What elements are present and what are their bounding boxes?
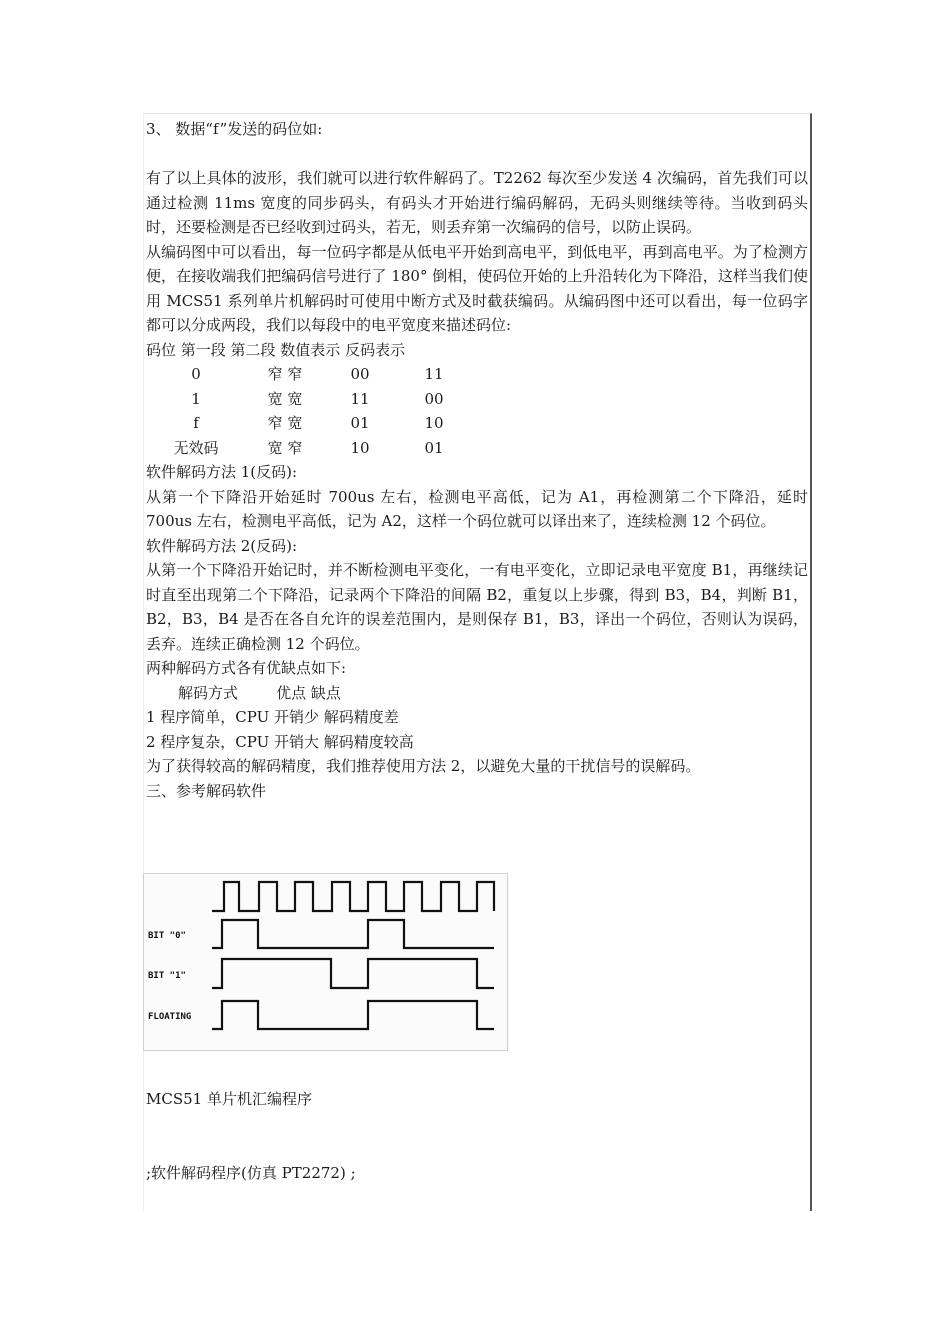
code-cell: 0 xyxy=(191,365,201,383)
segments-cell: 宽 宽 xyxy=(267,389,303,408)
recommendation: 为了获得较高的解码精度，我们推荐使用方法 2，以避免大量的干扰信号的误解码。 xyxy=(146,757,701,775)
bit1-waveform xyxy=(212,959,494,988)
segments-cell: 窄 窄 xyxy=(267,365,303,383)
method2-text: 从第一个下降沿开始记时，并不断检测电平变化，一有电平变化，立即记录电平宽度 B1，再继续记时直至出现第二个下降沿，记录两个下降沿的间隔 B2，重复以上步骤，得到 B3，B4，判断 B1，B2，B3，B4 是否在各自允许的误差范围内，是则保存 B1，B3，译出一个码位，否则认为误码，丢弃。连续正确检测 12 个码位。 xyxy=(146,561,808,653)
segments-cell: 宽 窄 xyxy=(267,438,303,457)
code-table-row xyxy=(146,362,808,387)
waveform-svg xyxy=(144,874,507,1050)
code-cell: 1 xyxy=(191,389,201,408)
value-cell: 10 xyxy=(350,438,370,457)
inverse-cell: 11 xyxy=(424,365,444,383)
inverse-cell: 01 xyxy=(424,438,444,457)
value-cell: 01 xyxy=(350,414,370,432)
program-title: MCS51 单片机汇编程序 xyxy=(146,1090,312,1108)
floating-label: FLOATING xyxy=(148,1012,192,1022)
waveform-diagram xyxy=(143,873,508,1051)
value-cell: 00 xyxy=(350,365,370,383)
paragraph-sync-header: 有了以上具体的波形，我们就可以进行软件解码了。T2262 每次至少发送 4 次编码，首先我们可以通过检测 11ms 宽度的同步码头，有码头才开始进行编码解码，无码头则继续等待。当收到码头时，还要检测是否已经收到过码头，若无，则丢弃第一次编码的信号，以防止误码。 xyxy=(146,169,808,236)
compare-header: 解码方式 优点 缺点 xyxy=(178,683,341,702)
code-comment: ;软件解码程序(仿真 PT2272) ; xyxy=(146,1164,356,1182)
bit0-label: BIT "0" xyxy=(148,931,186,941)
blank-line xyxy=(146,142,808,167)
clock-waveform xyxy=(212,882,494,911)
compare-row: 1 程序简单，CPU 开销少 解码精度差 xyxy=(146,708,399,726)
floating-waveform xyxy=(212,1001,494,1029)
document-body xyxy=(146,117,808,803)
compare-row: 2 程序复杂，CPU 开销大 解码精度较高 xyxy=(146,732,414,751)
method1-title: 软件解码方法 1(反码): xyxy=(146,463,298,481)
compare-intro: 两种解码方式各有优缺点如下: xyxy=(146,659,347,677)
heading-item: 3、 数据“f”发送的码位如: xyxy=(146,120,323,138)
method1-text: 从第一个下降沿开始延时 700us 左右，检测电平高低，记为 A1，再检测第二个下降沿，延时 700us 左右，检测电平高低，记为 A2，这样一个码位就可以译出来了，连续检测 12 个码位。 xyxy=(146,487,808,530)
paragraph-encoding: 从编码图中可以看出，每一位码字都是从低电平开始到高电平，到低电平，再到高电平。为了检测方便，在接收端我们把编码信号进行了 180° 倒相，使码位开始的上升沿转化为下降沿，这样当我们使用 MCS51 系列单片机解码时可使用中断方式及时截获编码。从编码图中还可以看出，每一位码字都可以分成两段，我们以每段中的电平宽度来描述码位: xyxy=(146,242,808,334)
method2-title: 软件解码方法 2(反码): xyxy=(146,536,298,555)
section3-title: 三、参考解码软件 xyxy=(146,781,267,800)
code-table-row xyxy=(146,436,808,461)
code-cell: 无效码 xyxy=(173,438,219,457)
bit0-waveform xyxy=(212,920,494,948)
segments-cell: 窄 宽 xyxy=(267,414,303,432)
code-cell: f xyxy=(193,414,199,432)
code-table-row xyxy=(146,387,808,412)
inverse-cell: 00 xyxy=(424,389,444,408)
inverse-cell: 10 xyxy=(424,414,444,432)
code-table-header: 码位 第一段 第二段 数值表示 反码表示 xyxy=(146,340,406,359)
code-table-row xyxy=(146,411,808,436)
value-cell: 11 xyxy=(350,389,370,408)
bit1-label: BIT "1" xyxy=(148,971,186,981)
